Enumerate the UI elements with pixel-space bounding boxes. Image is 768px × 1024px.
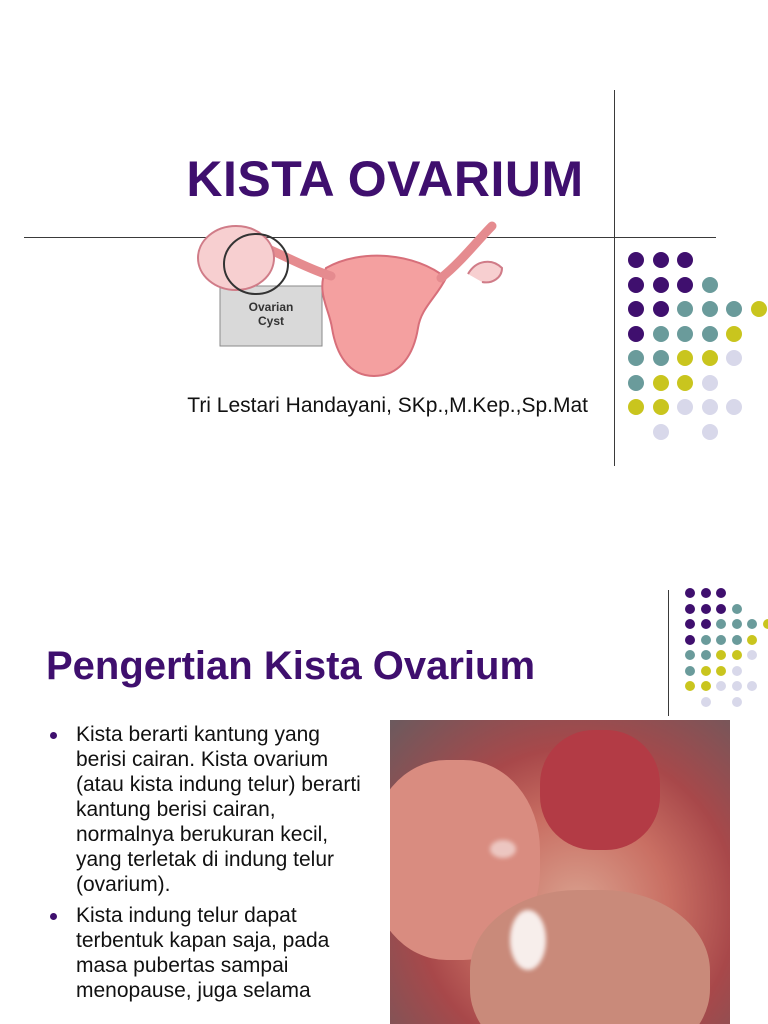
bullet-item: Kista indung telur dapat terbentuk kapan saja, pada masa pubertas sampai menopause, juga selama: [48, 903, 368, 1003]
uterus-shape: [322, 256, 446, 376]
decorative-dot: [726, 399, 742, 415]
decorative-dot: [716, 588, 726, 598]
illustration-label-line1: Ovarian: [248, 300, 294, 314]
decorative-dot: [653, 399, 669, 415]
slide-author: Tri Lestari Handayani, SKp.,M.Kep.,Sp.Mat: [187, 394, 588, 417]
decorative-dot: [628, 326, 644, 342]
slide-title: Pengertian Kista Ovarium: [46, 644, 536, 688]
decorative-dot: [677, 277, 693, 293]
decorative-dot: [701, 635, 711, 645]
illustration-label-line2: Cyst: [257, 314, 285, 328]
decorative-dot: [701, 619, 711, 629]
bullet-item: Kista berarti kantung yang berisi cairan. Kista ovarium (atau kista indung telur) berarti kantung berisi cairan, normalnya berukuran kecil, yang terletak di indung telur (ovarium).: [48, 722, 368, 897]
decorative-dot: [628, 350, 644, 366]
photo-glare: [510, 910, 546, 970]
decorative-dot: [747, 635, 757, 645]
ovary-right: [468, 262, 502, 283]
decorative-dot: [716, 681, 726, 691]
decorative-dot: [732, 681, 742, 691]
decorative-dot: [702, 350, 718, 366]
decorative-dot: [685, 650, 695, 660]
slide-vertical-rule: [614, 90, 615, 466]
decorative-dot: [732, 619, 742, 629]
decorative-dot: [716, 635, 726, 645]
decorative-dot: [653, 424, 669, 440]
decorative-dot: [685, 604, 695, 614]
decorative-dot: [628, 399, 644, 415]
decorative-dot: [716, 604, 726, 614]
decorative-dot: [732, 635, 742, 645]
decorative-dot: [747, 619, 757, 629]
decorative-dot: [701, 588, 711, 598]
decorative-dot: [701, 604, 711, 614]
decorative-dot: [732, 666, 742, 676]
decorative-dot: [685, 681, 695, 691]
decorative-dot: [628, 301, 644, 317]
decorative-dot: [701, 697, 711, 707]
decorative-dot: [732, 650, 742, 660]
photo-tissue: [470, 890, 710, 1024]
decorative-dot: [763, 619, 768, 629]
decorative-dot: [716, 666, 726, 676]
photo-glare: [490, 840, 516, 858]
decorative-dot: [685, 588, 695, 598]
decorative-dot: [701, 650, 711, 660]
decorative-dot: [677, 252, 693, 268]
decorative-dot: [653, 252, 669, 268]
decorative-dot: [685, 635, 695, 645]
decorative-dot: [677, 375, 693, 391]
decorative-dot: [702, 399, 718, 415]
fallopian-tube-left: [266, 248, 331, 276]
decorative-dot: [628, 252, 644, 268]
decorative-dot: [716, 650, 726, 660]
decorative-dot: [716, 619, 726, 629]
decorative-dot: [732, 604, 742, 614]
decorative-dot: [747, 650, 757, 660]
decorative-dot: [702, 424, 718, 440]
decorative-dot: [677, 350, 693, 366]
decorative-dot: [726, 301, 742, 317]
decorative-dot: [653, 301, 669, 317]
decorative-dot: [628, 277, 644, 293]
decorative-dot: [677, 399, 693, 415]
content-slide: [0, 560, 768, 1024]
ovarian-cyst-illustration: [196, 218, 506, 380]
decorative-dot: [726, 350, 742, 366]
decorative-dot: [702, 301, 718, 317]
decorative-dot: [747, 681, 757, 691]
slide-vertical-rule: [668, 590, 669, 716]
decorative-dot: [701, 666, 711, 676]
decorative-dot: [751, 301, 767, 317]
decorative-dot: [702, 375, 718, 391]
slide-title: KISTA OVARIUM: [186, 151, 584, 207]
decorative-dot: [702, 277, 718, 293]
decorative-dot: [653, 277, 669, 293]
decorative-dot: [701, 681, 711, 691]
decorative-dot: [685, 619, 695, 629]
decorative-dot: [628, 375, 644, 391]
photo-tissue: [540, 730, 660, 850]
decorative-dot: [677, 326, 693, 342]
ovarian-cyst-photo: [390, 720, 730, 1024]
decorative-dot: [726, 326, 742, 342]
decorative-dot: [653, 326, 669, 342]
decorative-dot: [702, 326, 718, 342]
decorative-dot: [685, 666, 695, 676]
decorative-dot: [653, 375, 669, 391]
decorative-dot: [732, 697, 742, 707]
bullet-list: [48, 722, 368, 1009]
decorative-dot: [653, 350, 669, 366]
decorative-dot: [677, 301, 693, 317]
